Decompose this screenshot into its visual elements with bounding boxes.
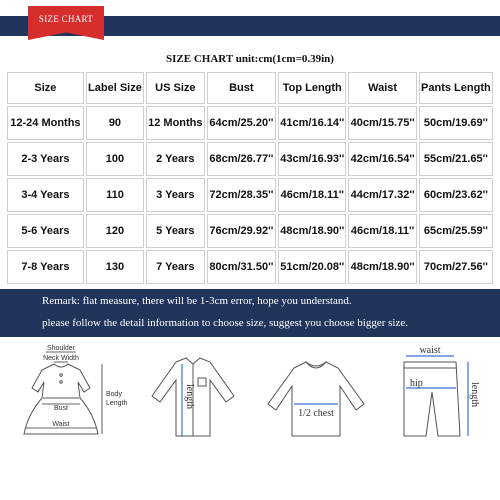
column-header-label-size: Label Size	[86, 72, 144, 104]
column-header-bust: Bust	[207, 72, 277, 104]
table-cell: 48cm/18.90''	[348, 250, 416, 284]
table-cell: 42cm/16.54''	[348, 142, 416, 176]
dress-waist-label: Waist	[52, 421, 70, 428]
table-cell: 100	[86, 142, 144, 176]
table-cell: 2 Years	[146, 142, 205, 176]
table-cell: 46cm/18.11''	[348, 214, 416, 248]
sweater-chest-label: 1/2 chest	[298, 408, 334, 419]
table-row	[7, 178, 493, 212]
column-header-top-length: Top Length	[278, 72, 346, 104]
table-cell: 64cm/25.20''	[207, 106, 277, 140]
table-cell: 50cm/19.69''	[419, 106, 493, 140]
table-cell: 70cm/27.56''	[419, 250, 493, 284]
sweater-diagram	[256, 344, 376, 444]
dress-neck-width-label: Neck Width	[43, 355, 79, 362]
table-cell: 55cm/21.65''	[419, 142, 493, 176]
table-row	[7, 250, 493, 284]
table-cell: 40cm/15.75''	[348, 106, 416, 140]
remark-band	[0, 289, 500, 337]
table-cell: 72cm/28.35''	[207, 178, 277, 212]
table-cell: 5-6 Years	[7, 214, 84, 248]
pants-hip-label: hip	[410, 378, 423, 389]
table-cell: 68cm/26.77''	[207, 142, 277, 176]
remark-line-2: please follow the detail information to choose size, suggest you choose bigger size.	[42, 317, 408, 329]
column-header-size: Size	[7, 72, 84, 104]
table-cell: 5 Years	[146, 214, 205, 248]
pants-waist-label: waist	[419, 345, 441, 356]
table-cell: 12-24 Months	[7, 106, 84, 140]
column-header-us-size: US Size	[146, 72, 205, 104]
column-header-waist: Waist	[348, 72, 416, 104]
column-header-pants-length: Pants Length	[419, 72, 493, 104]
table-cell: 60cm/23.62''	[419, 178, 493, 212]
table-cell: 80cm/31.50''	[207, 250, 277, 284]
table-cell: 51cm/20.08''	[278, 250, 346, 284]
shirt-diagram	[138, 344, 248, 444]
dress-length-label: Length	[106, 400, 128, 407]
ribbon-label: SIZE CHART	[38, 14, 94, 24]
dress-shoulder-label: Shoulder	[46, 345, 76, 352]
table-row	[7, 106, 493, 140]
dress-body-label: Body	[106, 391, 122, 398]
table-cell: 76cm/29.92''	[207, 214, 277, 248]
dress-bust-label: Bust	[53, 405, 69, 412]
table-cell: 3-4 Years	[7, 178, 84, 212]
table-cell: 7-8 Years	[7, 250, 84, 284]
pants-diagram	[382, 344, 492, 444]
table-cell: 48cm/18.90''	[278, 214, 346, 248]
dress-diagram	[6, 344, 136, 444]
table-cell: 41cm/16.14''	[278, 106, 346, 140]
table-cell: 65cm/25.59''	[419, 214, 493, 248]
table-header-row	[7, 72, 493, 104]
table-cell: 46cm/18.11''	[278, 178, 346, 212]
pants-length-label: length	[469, 382, 480, 407]
table-cell: 3 Years	[146, 178, 205, 212]
table-cell: 120	[86, 214, 144, 248]
table-cell: 43cm/16.93''	[278, 142, 346, 176]
table-row	[7, 214, 493, 248]
size-table	[5, 70, 495, 286]
table-cell: 7 Years	[146, 250, 205, 284]
remark-line-1: Remark: flat measure, there will be 1-3cm error, hope you understand.	[42, 295, 352, 307]
table-cell: 130	[86, 250, 144, 284]
shirt-length-label: length	[184, 384, 195, 409]
table-cell: 110	[86, 178, 144, 212]
table-cell: 12 Months	[146, 106, 205, 140]
table-cell: 44cm/17.32''	[348, 178, 416, 212]
table-row	[7, 142, 493, 176]
table-cell: 90	[86, 106, 144, 140]
table-cell: 2-3 Years	[7, 142, 84, 176]
chart-title: SIZE CHART unit:cm(1cm=0.39in)	[166, 53, 334, 65]
